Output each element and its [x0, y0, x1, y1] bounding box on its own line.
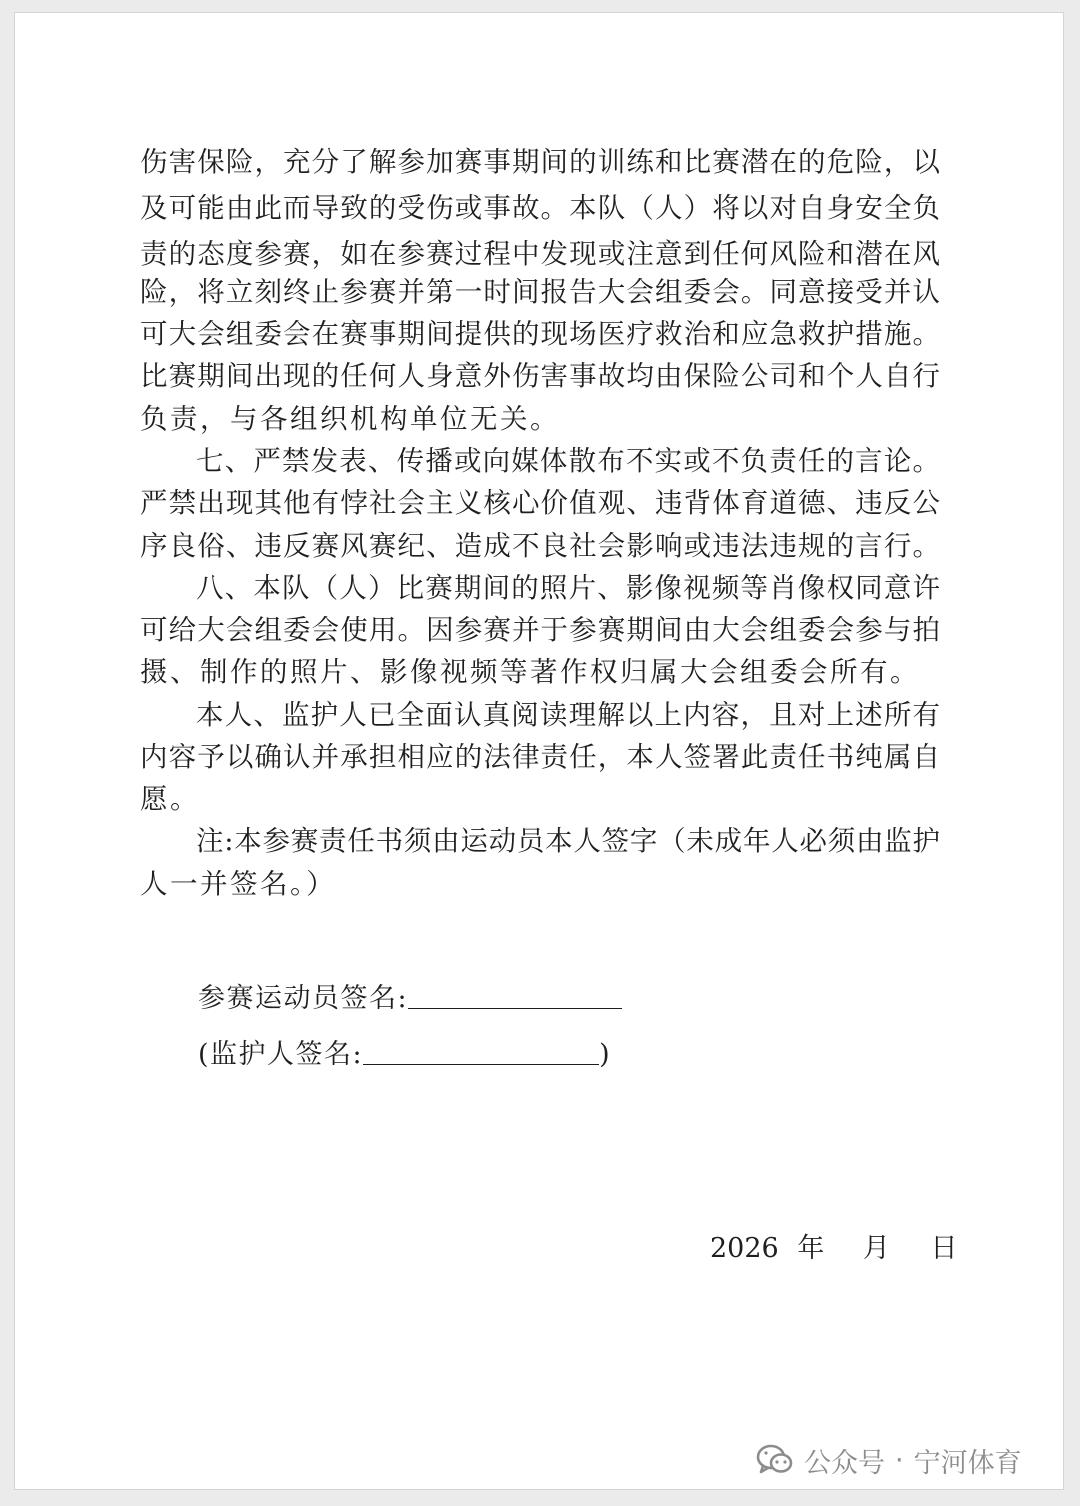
paragraph-line: 可大会组委会在赛事期间提供的现场医疗救治和应急救护措施。	[140, 318, 940, 350]
paragraph-line: 摄、制作的照片、影像视频等著作权归属大会组委会所有。	[140, 656, 920, 688]
date-month-unit: 月	[862, 1233, 890, 1264]
paragraph-line: 内容予以确认并承担相应的法律责任，本人签署此责任书纯属自	[140, 741, 940, 773]
athlete-signature	[198, 976, 622, 1022]
watermark-separator: ·	[895, 1444, 904, 1476]
athlete-signature-blank[interactable]	[408, 976, 622, 1009]
paragraph-line: 及可能由此而导致的受伤或事故。本队（人）将以对自身安全负	[140, 192, 940, 224]
paragraph-line: 七、严禁发表、传播或向媒体散布不实或不负责任的言论。	[196, 445, 940, 477]
guardian-signature-label: (监护人签名:	[198, 1039, 364, 1070]
paragraph-line: 险，将立刻终止参赛并第一时间报告大会组委会。同意接受并认	[140, 276, 940, 308]
date-day-unit: 日	[930, 1233, 958, 1264]
note-line: 注:本参赛责任书须由运动员本人签字（未成年人必须由监护	[196, 825, 940, 857]
paragraph-line: 序良俗、违反赛风赛纪、造成不良社会影响或违法违规的言行。	[140, 530, 940, 562]
paragraph-line: 伤害保险，充分了解参加赛事期间的训练和比赛潜在的危险，以	[140, 146, 940, 178]
signature-date	[710, 1226, 958, 1272]
guardian-signature	[198, 1032, 611, 1078]
paragraph-line: 愿。	[140, 783, 200, 815]
paragraph-line: 可给大会组委会使用。因参赛并于参赛期间由大会组委会参与拍	[140, 614, 940, 646]
watermark-account-name: 宁河体育	[913, 1447, 1022, 1479]
paragraph-line: 比赛期间出现的任何人身意外伤害事故均由保险公司和个人自行	[140, 360, 940, 392]
athlete-signature-label: 参赛运动员签名:	[198, 983, 409, 1014]
paragraph-line: 八、本队（人）比赛期间的照片、影像视频等肖像权同意许	[196, 572, 940, 604]
guardian-signature-close: )	[599, 1039, 612, 1070]
guardian-signature-blank[interactable]	[363, 1032, 599, 1065]
paragraph-line: 严禁出现其他有悖社会主义核心价值观、违背体育道德、违反公	[140, 487, 940, 519]
paragraph-line: 本人、监护人已全面认真阅读理解以上内容，且对上述所有	[196, 699, 940, 731]
wechat-watermark	[756, 1438, 1022, 1482]
date-year: 2026	[710, 1233, 779, 1264]
note-line: 人一并签名。）	[140, 868, 337, 900]
wechat-icon	[756, 1443, 794, 1477]
date-year-unit: 年	[797, 1233, 825, 1264]
paragraph-line: 责的态度参赛，如在参赛过程中发现或注意到任何风险和潜在风	[140, 238, 940, 270]
paragraph-line: 负责，与各组织机构单位无关。	[140, 403, 560, 435]
watermark-account-label: 公众号	[804, 1447, 885, 1479]
